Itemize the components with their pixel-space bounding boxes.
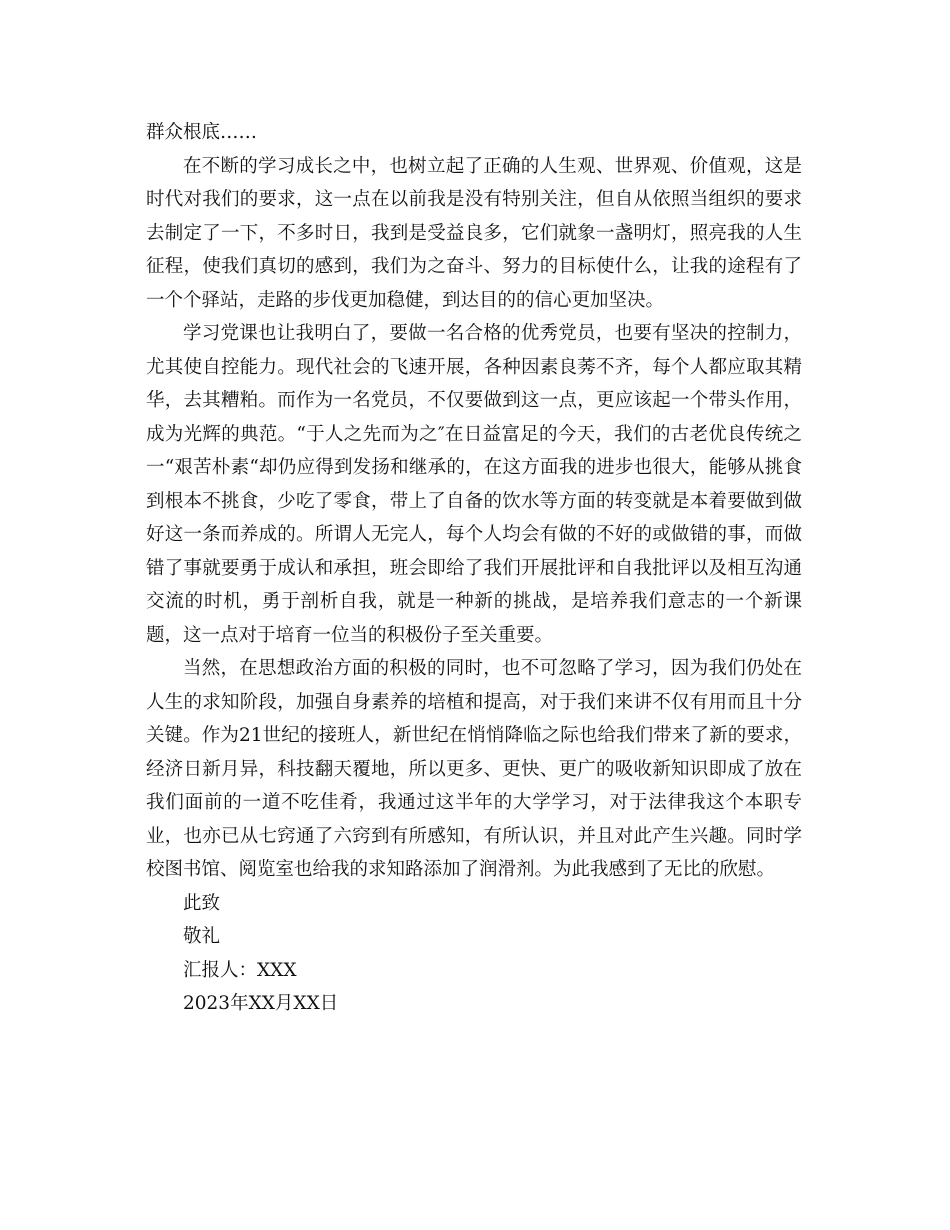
closing-regards: 敬礼 [183,926,221,947]
closing-salutation: 此致 [183,892,221,914]
paragraph-worldview: 在不断的学习成长之中，也树立起了正确的人生观、世界观、价值观，这是时代对我们的要求，这一点在以前我是没有特别关注，但自从依照当组织的要求去制定了一下，不多时日，我到是受益良多，它们就象一盏明灯，照亮我的人生征程，使我们真切的感到，我们为之奋斗、努力的目标使什么，让我的途程有了一个个驿站，走路的步伐更加稳健，到达目的的信心更加坚决。 [146,155,802,311]
paragraph-party-lesson: 学习党课也让我明白了，要做一名合格的优秀党员，也要有坚决的控制力，尤其使自控能力。现代社会的飞速开展，各种因素良莠不齐，每个人都应取其精华，去其糟粕。而作为一名党员，不仅要做到这一点，更应该起一个带头作用，成为光辉的典范。“于人之先而为之″在日益富足的今天，我们的古老优良传统之一“艰苦朴素“却仍应得到发扬和继承的，在这方面我的进步也很大，能够从挑食到根本不挑食，少吃了零食，带上了自备的饮水等方面的转变就是本着要做到做好这一条而养成的。所谓人无完人，每个人均会有做的不好的或做错的事，而做错了事就要勇于成认和承担，班会即给了我们开展批评和自我批评以及相互沟通交流的时机，勇于剖析自我，就是一种新的挑战，是培养我们意志的一个新课题，这一点对于培育一位当的积极份子至关重要。 [146,323,802,646]
paragraph-study: 当然，在思想政治方面的积极的同时，也不可忽略了学习，因为我们仍处在人生的求知阶段，加强自身素养的培植和提高，对于我们来讲不仅有用而且十分关键。作为21世纪的接班人，新世纪在悄悄降临之际也给我们带来了新的要求，经济日新月异，科技翻天覆地，所以更多、更快、更广的吸收新知识即成了放在我们面前的一道不吃佳肴，我通过这半年的大学学习，对于法律我这个本职专业，也亦已从七窍通了六窍到有所感知，有所认识，并且对此产生兴趣。同时学校图书馆、阅览室也给我的求知路添加了润滑剂。为此我感到了无比的欣慰。 [146,658,802,880]
paragraph-continuation: 群众根底…… [146,122,258,143]
document-body [146,116,802,1021]
reporter-signature: 汇报人：XXX [183,959,297,981]
report-date: 2023年XX月XX日 [183,993,339,1014]
